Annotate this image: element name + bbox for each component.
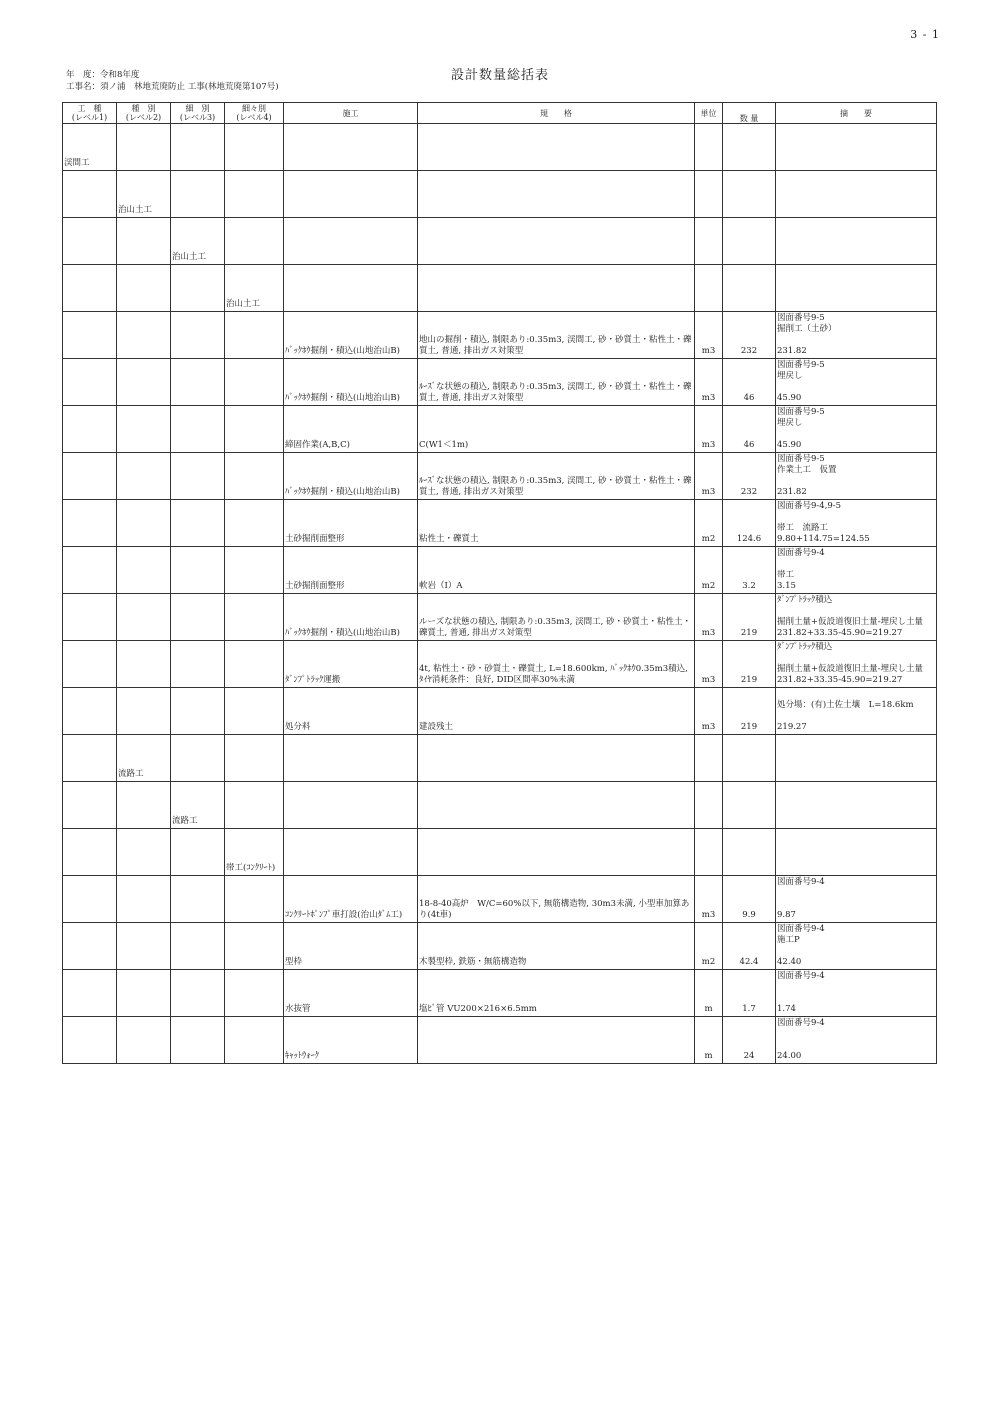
cell-shubetsu — [117, 1017, 171, 1064]
header-shubetsu: 種 別 (レベル2) — [117, 103, 171, 124]
cell-saisaibetsu — [225, 359, 284, 406]
cell-quantity: 232 — [723, 312, 776, 359]
cell-unit: m3 — [695, 876, 723, 923]
cell-sekou: ﾊﾞｯｸﾎｳ掘削・積込(山地治山B) — [284, 312, 418, 359]
cell-saisaibetsu — [225, 453, 284, 500]
table-row — [63, 594, 937, 641]
cell-sekou — [284, 782, 418, 829]
cell-koushu — [63, 782, 117, 829]
cell-tekiyou: 図面番号9-4,9-5 帯工 流路工 9.80+114.75=124.55 — [776, 500, 937, 547]
cell-shubetsu — [117, 594, 171, 641]
page-number: 3 - 1 — [910, 28, 940, 41]
cell-shubetsu — [117, 970, 171, 1017]
cell-quantity: 219 — [723, 594, 776, 641]
cell-shubetsu — [117, 500, 171, 547]
cell-kikaku — [418, 782, 695, 829]
cell-saisaibetsu — [225, 876, 284, 923]
cell-koushu — [63, 688, 117, 735]
cell-kikaku: 地山の掘削・積込, 制限あり:0.35m3, 渓間工, 砂・砂質土・粘性土・礫質土, 普通, 排出ガス対策型 — [418, 312, 695, 359]
cell-tekiyou: 図面番号9-5 埋戻し 45.90 — [776, 406, 937, 453]
cell-quantity: 3.2 — [723, 547, 776, 594]
cell-saisaibetsu — [225, 124, 284, 171]
cell-unit: m — [695, 970, 723, 1017]
cell-kikaku: 18-8-40高炉 W/C=60%以下, 無筋構造物, 30m3未満, 小型車加算あり(4t車) — [418, 876, 695, 923]
cell-sekou: ﾊﾞｯｸﾎｳ掘削・積込(山地治山B) — [284, 453, 418, 500]
cell-unit — [695, 171, 723, 218]
cell-kikaku: ﾙｰｽﾞな状態の積込, 制限あり:0.35m3, 渓間工, 砂・砂質土・粘性土・礫質土, 普通, 排出ガス対策型 — [418, 359, 695, 406]
cell-unit: m2 — [695, 547, 723, 594]
cell-koushu — [63, 453, 117, 500]
cell-shubetsu — [117, 688, 171, 735]
cell-koushu — [63, 171, 117, 218]
cell-unit — [695, 829, 723, 876]
table-row — [63, 735, 937, 782]
cell-shubetsu — [117, 312, 171, 359]
table-row — [63, 876, 937, 923]
cell-shubetsu — [117, 218, 171, 265]
cell-saisaibetsu — [225, 500, 284, 547]
cell-kikaku — [418, 735, 695, 782]
cell-kikaku: ルーズな状態の積込, 制限あり:0.35m3, 渓間工, 砂・砂質土・粘性土・礫質土, 普通, 排出ガス対策型 — [418, 594, 695, 641]
cell-saisaibetsu — [225, 312, 284, 359]
cell-quantity: 9.9 — [723, 876, 776, 923]
cell-koushu — [63, 265, 117, 312]
cell-kikaku: 建設残土 — [418, 688, 695, 735]
cell-kikaku — [418, 829, 695, 876]
cell-sekou: 締固作業(A,B,C) — [284, 406, 418, 453]
cell-quantity: 46 — [723, 359, 776, 406]
table-row — [63, 453, 937, 500]
cell-kikaku: 木製型枠, 鉄筋・無筋構造物 — [418, 923, 695, 970]
cell-shubetsu — [117, 406, 171, 453]
cell-kikaku — [418, 218, 695, 265]
cell-tekiyou: 図面番号9-4 施工P 42.40 — [776, 923, 937, 970]
cell-koushu — [63, 829, 117, 876]
cell-quantity — [723, 265, 776, 312]
cell-tekiyou: 図面番号9-4 1.74 — [776, 970, 937, 1017]
cell-tekiyou: ﾀﾞﾝﾌﾟﾄﾗｯｸ積込 掘削土量+仮設道復旧土量-埋戻し土量 231.82+33.35-45.90=219.27 — [776, 641, 937, 688]
cell-sekou: ﾊﾞｯｸﾎｳ掘削・積込(山地治山B) — [284, 359, 418, 406]
table-row — [63, 218, 937, 265]
cell-koushu — [63, 500, 117, 547]
cell-sekou: 水抜管 — [284, 970, 418, 1017]
cell-saibetsu — [171, 453, 225, 500]
cell-koushu — [63, 547, 117, 594]
cell-kikaku: 粘性土・礫質土 — [418, 500, 695, 547]
cell-tekiyou — [776, 218, 937, 265]
cell-saibetsu — [171, 171, 225, 218]
table-row — [63, 782, 937, 829]
table-header-row — [63, 103, 937, 124]
cell-tekiyou — [776, 829, 937, 876]
cell-unit — [695, 782, 723, 829]
table-row — [63, 1017, 937, 1064]
cell-kikaku — [418, 124, 695, 171]
cell-quantity: 24 — [723, 1017, 776, 1064]
cell-sekou: ﾀﾞﾝﾌﾟﾄﾗｯｸ運搬 — [284, 641, 418, 688]
header-quantity: 数 量 — [723, 103, 776, 124]
cell-sekou: ｺﾝｸﾘｰﾄﾎﾟﾝﾌﾟ車打設(治山ﾀﾞﾑ工) — [284, 876, 418, 923]
cell-saibetsu — [171, 594, 225, 641]
cell-koushu — [63, 923, 117, 970]
cell-unit: m — [695, 1017, 723, 1064]
cell-unit: m3 — [695, 312, 723, 359]
cell-saisaibetsu — [225, 923, 284, 970]
cell-tekiyou: 図面番号9-5 埋戻し 45.90 — [776, 359, 937, 406]
cell-sekou — [284, 829, 418, 876]
cell-shubetsu — [117, 923, 171, 970]
cell-kikaku — [418, 265, 695, 312]
cell-sekou: ﾊﾞｯｸﾎｳ掘削・積込(山地治山B) — [284, 594, 418, 641]
cell-saibetsu — [171, 923, 225, 970]
cell-koushu — [63, 735, 117, 782]
cell-quantity — [723, 735, 776, 782]
cell-shubetsu — [117, 829, 171, 876]
cell-koushu — [63, 641, 117, 688]
cell-kikaku: C(W1＜1m) — [418, 406, 695, 453]
table-row — [63, 171, 937, 218]
cell-quantity: 219 — [723, 641, 776, 688]
cell-sekou: 土砂掘削面整形 — [284, 547, 418, 594]
cell-saisaibetsu: 帯工(ｺﾝｸﾘｰﾄ) — [225, 829, 284, 876]
cell-saibetsu: 治山土工 — [171, 218, 225, 265]
table-row — [63, 641, 937, 688]
cell-saisaibetsu — [225, 406, 284, 453]
cell-saibetsu — [171, 312, 225, 359]
cell-sekou — [284, 735, 418, 782]
cell-sekou: 型枠 — [284, 923, 418, 970]
cell-saisaibetsu — [225, 1017, 284, 1064]
cell-koushu — [63, 359, 117, 406]
table-row — [63, 265, 937, 312]
cell-quantity — [723, 829, 776, 876]
cell-saisaibetsu — [225, 594, 284, 641]
cell-saibetsu — [171, 124, 225, 171]
cell-kikaku: 4t, 粘性土・砂・砂質土・礫質土, L=18.600km, ﾊﾞｯｸﾎｳ0.35m3積込, ﾀｲﾔ消耗条件：良好, DID区間率30%未満 — [418, 641, 695, 688]
cell-saibetsu — [171, 500, 225, 547]
cell-saibetsu — [171, 970, 225, 1017]
cell-unit: m3 — [695, 406, 723, 453]
cell-koushu — [63, 876, 117, 923]
cell-tekiyou — [776, 171, 937, 218]
cell-kikaku: 塩ﾋﾞ管 VU200×216×6.5mm — [418, 970, 695, 1017]
cell-sekou: ｷｬｯﾄｳｫｰｸ — [284, 1017, 418, 1064]
cell-shubetsu — [117, 782, 171, 829]
cell-koushu — [63, 594, 117, 641]
cell-shubetsu — [117, 641, 171, 688]
cell-tekiyou: 図面番号9-5 作業土工 仮置 231.82 — [776, 453, 937, 500]
cell-tekiyou: 図面番号9-4 帯工 3.15 — [776, 547, 937, 594]
cell-quantity: 219 — [723, 688, 776, 735]
cell-unit: m3 — [695, 359, 723, 406]
cell-tekiyou — [776, 124, 937, 171]
cell-saibetsu — [171, 829, 225, 876]
cell-unit — [695, 265, 723, 312]
cell-saisaibetsu — [225, 688, 284, 735]
cell-quantity — [723, 218, 776, 265]
cell-quantity: 42.4 — [723, 923, 776, 970]
cell-saibetsu — [171, 265, 225, 312]
cell-koushu — [63, 218, 117, 265]
header-koushu: 工 種 (レベル1) — [63, 103, 117, 124]
cell-koushu — [63, 406, 117, 453]
cell-kikaku — [418, 171, 695, 218]
document-title: 設計数量総括表 — [450, 68, 549, 83]
cell-saisaibetsu: 治山土工 — [225, 265, 284, 312]
cell-tekiyou: 図面番号9-5 掘削工（土砂） 231.82 — [776, 312, 937, 359]
cell-tekiyou — [776, 782, 937, 829]
cell-saibetsu — [171, 876, 225, 923]
cell-saisaibetsu — [225, 970, 284, 1017]
header-sekou: 施工 — [284, 103, 418, 124]
cell-unit: m3 — [695, 688, 723, 735]
cell-tekiyou: ﾀﾞﾝﾌﾟﾄﾗｯｸ積込 掘削土量+仮設道復旧土量-埋戻し土量 231.82+33.35-45.90=219.27 — [776, 594, 937, 641]
cell-saibetsu — [171, 688, 225, 735]
cell-koushu — [63, 1017, 117, 1064]
cell-sekou — [284, 171, 418, 218]
table-row — [63, 406, 937, 453]
cell-shubetsu — [117, 359, 171, 406]
cell-tekiyou: 図面番号9-4 24.00 — [776, 1017, 937, 1064]
header-tekiyou: 摘 要 — [776, 103, 937, 124]
cell-saisaibetsu — [225, 735, 284, 782]
cell-quantity — [723, 782, 776, 829]
cell-saibetsu — [171, 547, 225, 594]
cell-tekiyou — [776, 265, 937, 312]
table-row — [63, 970, 937, 1017]
table-row — [63, 688, 937, 735]
cell-saibetsu — [171, 406, 225, 453]
fiscal-year: 年 度：令和8年度 — [66, 70, 140, 80]
cell-kikaku — [418, 1017, 695, 1064]
cell-unit: m2 — [695, 923, 723, 970]
quantity-summary-table — [62, 102, 937, 1064]
cell-saibetsu — [171, 1017, 225, 1064]
cell-saisaibetsu — [225, 547, 284, 594]
cell-sekou: 処分料 — [284, 688, 418, 735]
cell-quantity — [723, 124, 776, 171]
cell-shubetsu — [117, 265, 171, 312]
cell-quantity: 46 — [723, 406, 776, 453]
cell-shubetsu — [117, 453, 171, 500]
cell-tekiyou: 図面番号9-4 9.87 — [776, 876, 937, 923]
table-row — [63, 312, 937, 359]
cell-sekou — [284, 265, 418, 312]
project-name: 工事名：須ノ浦 林地荒廃防止 工事(林地荒廃第107号) — [66, 82, 279, 92]
cell-koushu — [63, 970, 117, 1017]
cell-saisaibetsu — [225, 218, 284, 265]
cell-unit — [695, 735, 723, 782]
cell-kikaku: ﾙｰｽﾞな状態の積込, 制限あり:0.35m3, 渓間工, 砂・砂質土・粘性土・礫質土, 普通, 排出ガス対策型 — [418, 453, 695, 500]
cell-unit: m3 — [695, 641, 723, 688]
table-row — [63, 359, 937, 406]
table-row — [63, 547, 937, 594]
table-row — [63, 829, 937, 876]
cell-saisaibetsu — [225, 641, 284, 688]
cell-tekiyou — [776, 735, 937, 782]
cell-shubetsu — [117, 547, 171, 594]
cell-saibetsu — [171, 735, 225, 782]
cell-unit: m2 — [695, 500, 723, 547]
cell-saibetsu — [171, 359, 225, 406]
cell-quantity — [723, 171, 776, 218]
cell-shubetsu: 治山土工 — [117, 171, 171, 218]
cell-saibetsu: 流路工 — [171, 782, 225, 829]
cell-koushu — [63, 312, 117, 359]
cell-tekiyou: 処分場：(有)土佐土壤 L=18.6km 219.27 — [776, 688, 937, 735]
table-row — [63, 500, 937, 547]
cell-saisaibetsu — [225, 171, 284, 218]
cell-saibetsu — [171, 641, 225, 688]
cell-shubetsu — [117, 124, 171, 171]
header-saisaibetsu: 細々別 (レベル4) — [225, 103, 284, 124]
cell-kikaku: 軟岩（Ⅰ）A — [418, 547, 695, 594]
cell-unit: m3 — [695, 594, 723, 641]
cell-quantity: 1.7 — [723, 970, 776, 1017]
cell-unit: m3 — [695, 453, 723, 500]
header-kikaku: 規 格 — [418, 103, 695, 124]
cell-saisaibetsu — [225, 782, 284, 829]
cell-sekou: 土砂掘削面整形 — [284, 500, 418, 547]
cell-sekou — [284, 218, 418, 265]
header-unit: 単位 — [695, 103, 723, 124]
cell-unit — [695, 124, 723, 171]
cell-sekou — [284, 124, 418, 171]
cell-quantity: 124.6 — [723, 500, 776, 547]
cell-unit — [695, 218, 723, 265]
cell-shubetsu — [117, 876, 171, 923]
table-row — [63, 923, 937, 970]
cell-shubetsu: 流路工 — [117, 735, 171, 782]
table-row — [63, 124, 937, 171]
header-saibetsu: 細 別 (レベル3) — [171, 103, 225, 124]
cell-koushu: 渓間工 — [63, 124, 117, 171]
cell-quantity: 232 — [723, 453, 776, 500]
